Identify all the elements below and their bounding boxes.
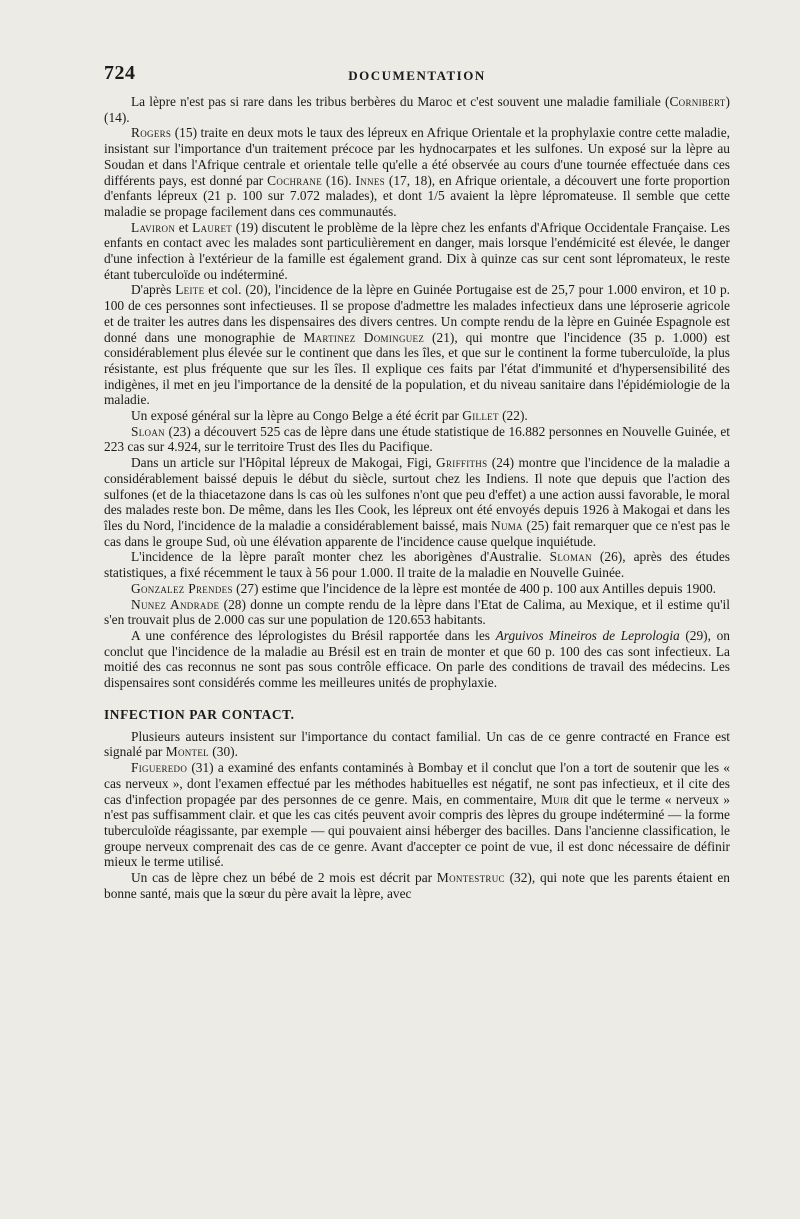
author-name: Muir	[540, 791, 570, 807]
author-name: Cochrane	[267, 172, 323, 188]
page-number: 724	[104, 62, 136, 84]
paragraph-family-contact: Plusieurs auteurs insistent sur l'importance du contact familial. Un cas de ce genre contracté en France est signalé par Montel (30).	[104, 728, 730, 760]
paragraph-new-guinea: Sloan (23) a découvert 525 cas de lèpre dans une étude statistique de 16.882 personnes en Nouvelle Guinée, et 223 cas sur 4.924, sur le territoire Trust des Iles du Pacifique.	[104, 423, 730, 455]
paragraph-east-africa: Rogers (15) traite en deux mots le taux des lépreux en Afrique Orientale et la prophylaxie contre cette maladie, insistant sur l'importance d'un traitement précoce par les hydnocarpates et les sulfones. Un exposé sur la lèpre au Soudan et dans l'Afrique centrale et orientale telle qu'elle a été observée au cours d'une tournée effectuée dans ces différents pays, est donné par Cochrane (16). Innes (17, 18), en Afrique orientale, a découvert une forte proportion d'enfants lépreux (21 p. 100 sur 7.072 malades), et dont 1/5 avaient la lèpre lépromateuse. Il semble que cette maladie se propage facilement dans ces communautés.	[104, 125, 730, 219]
author-name: Leite	[175, 282, 205, 298]
author-name: Gonzalez Prendes	[131, 580, 233, 596]
author-name: Innes	[355, 172, 385, 188]
author-name: Griffiths	[436, 455, 488, 471]
paragraph-brazil: A une conférence des léprologistes du Brésil rapportée dans les Arguivos Mineiros de Leprologia (29), on conclut que l'incidence de la maladie au Brésil est en train de monter et que 60 p. 100 des cas sont infectieux. La moitié des cas reconnus ne sont pas sous contrôle efficace. On parle des conditions de travail des médecins. Les dispensaires sont considérés comme les meilleures unités de prophylaxie.	[104, 627, 730, 691]
running-title: DOCUMENTATION	[348, 68, 486, 83]
paragraph-antilles: Gonzalez Prendes (27) estime que l'incidence de la lèpre est montée de 400 p. 100 aux Antilles depuis 1900.	[131, 580, 716, 596]
author-name: Laviron	[131, 219, 176, 235]
author-name: Montel	[165, 744, 209, 760]
author-name: Sloman	[549, 549, 592, 565]
paragraph-belgian-congo: Un exposé général sur la lèpre au Congo Belge a été écrit par Gillet (22).	[131, 408, 528, 424]
paragraph-australia: L'incidence de la lèpre paraît monter chez les aborigènes d'Australie. Sloman (26), après des études statistiques, a fixé récemment le taux à 56 pour 1.000. Il traite de la maladie en Nouvelle Guinée.	[104, 549, 730, 581]
author-name: Lauret	[192, 219, 233, 235]
author-name: Numa	[490, 517, 523, 533]
author-name: Figueredo	[131, 760, 188, 776]
running-head	[104, 62, 730, 88]
author-name: Nunez Andrade	[131, 596, 220, 612]
author-name: Montestruc	[436, 870, 505, 886]
author-name: Martinez Dominguez	[303, 329, 425, 345]
author-name: Rogers	[131, 125, 172, 141]
paragraph-bombay: Figueredo (31) a examiné des enfants contaminés à Bombay et il conclut que l'on a tort de soutenir que les « cas nerveux », dont l'examen effectué par les méthodes habituelles est négatif, ne sont pas infectieux, et il cite des cas d'infection propagée par des personnes de ce genre. Mais, en commentaire, Muir dit que le terme « nerveux » n'est pas suffisamment clair. et que les cas cités peuvent avoir compris des lèpres du groupe indéterminé — la forme tuberculoïde réagissante, par exemple — qui pouvaient ainsi héberger des bacilles. Dans l'ancienne classification, le groupe nerveux comprenait des cas de ce genre. Avant d'accepter ce point de vue, il est donc nécessaire de définir mieux le terme utilisé.	[104, 760, 730, 870]
section-title: INFECTION PAR CONTACT.	[104, 706, 295, 722]
paragraph-makogai: Dans un article sur l'Hôpital lépreux de Makogai, Figi, Griffiths (24) montre que l'incidence de la maladie a considérablement baissé depuis le début du siècle, surtout chez les Indiens. Il note que depuis que l'action des sulfones (et de la thiacetazone dans ls cas où les sulfones n'ont que peu d'effet) a une action aussi favorable, le moral des malades reste bon. De même, dans les Iles Cook, les lépreux ont été envoyés depuis 1926 à Makogai et dans les îles du Nord, l'incidence de la maladie a considérablement baissé, mais Numa (25) fait remarquer que ce n'est pas le cas dans le groupe Sud, où une élévation apparente de l'incidence cause quelque inquiétude.	[104, 455, 730, 549]
paragraph-guinea: D'après Leite et col. (20), l'incidence de la lèpre en Guinée Portugaise est de 25,7 pour 1.000 environ, et 10 p. 100 de ces personnes sont infectieuses. Il se propose d'admettre les malades infectieux dans une léproserie agricole et de traiter les autres dans les dispensaires des divers centres. Un compte rendu de la lèpre en Guinée Espagnole est donné dans une monographie de Martinez Dominguez (21), qui montre que l'incidence (35 p. 1.000) est considérablement plus élevée sur le continent que dans les îles, et que sur le continent la forme tuberculoïde, la plus résistante, est plus fréquente que sur les îles. Il explique ces faits par l'état d'immunité et d'hypersensibilité des indigènes, il met en jeu l'importance de la densité de la population, et du niveau sanitaire dans l'épidémiologie de la maladie.	[104, 282, 730, 408]
journal-title: Arguivos Mineiros de Leprologia	[495, 627, 680, 643]
paragraph-morocco: La lèpre n'est pas si rare dans les tribus berbères du Maroc et c'est souvent une maladie familiale (Cornibert) (14).	[104, 94, 730, 125]
paragraph-mexico: Nunez Andrade (28) donne un compte rendu de la lèpre dans l'Etat de Calima, au Mexique, et il estime qu'il s'en trouvait plus de 2.000 cas sur une population de 120.653 habitants.	[104, 596, 730, 628]
paragraph-french-west-africa: Laviron et Lauret (19) discutent le problème de la lèpre chez les enfants d'Afrique Occidentale Française. Les enfants en contact avec les malades sont particulièrement en danger, mais lorsque l'endémicité est élevée, le danger d'une infection à l'extérieur de la famille est également grand. Dix à quinze cas sur cent sont lépromateux, le reste étant tuberculoïde ou indéterminé.	[104, 219, 730, 282]
paragraph-infant-case: Un cas de lèpre chez un bébé de 2 mois est décrit par Montestruc (32), qui note que les parents étaient en bonne santé, mais que la sœur du père avait la lèpre, avec	[104, 870, 730, 901]
author-name: Cornibert	[669, 94, 726, 109]
author-name: Sloan	[131, 423, 165, 439]
author-name: Gillet	[462, 408, 499, 424]
